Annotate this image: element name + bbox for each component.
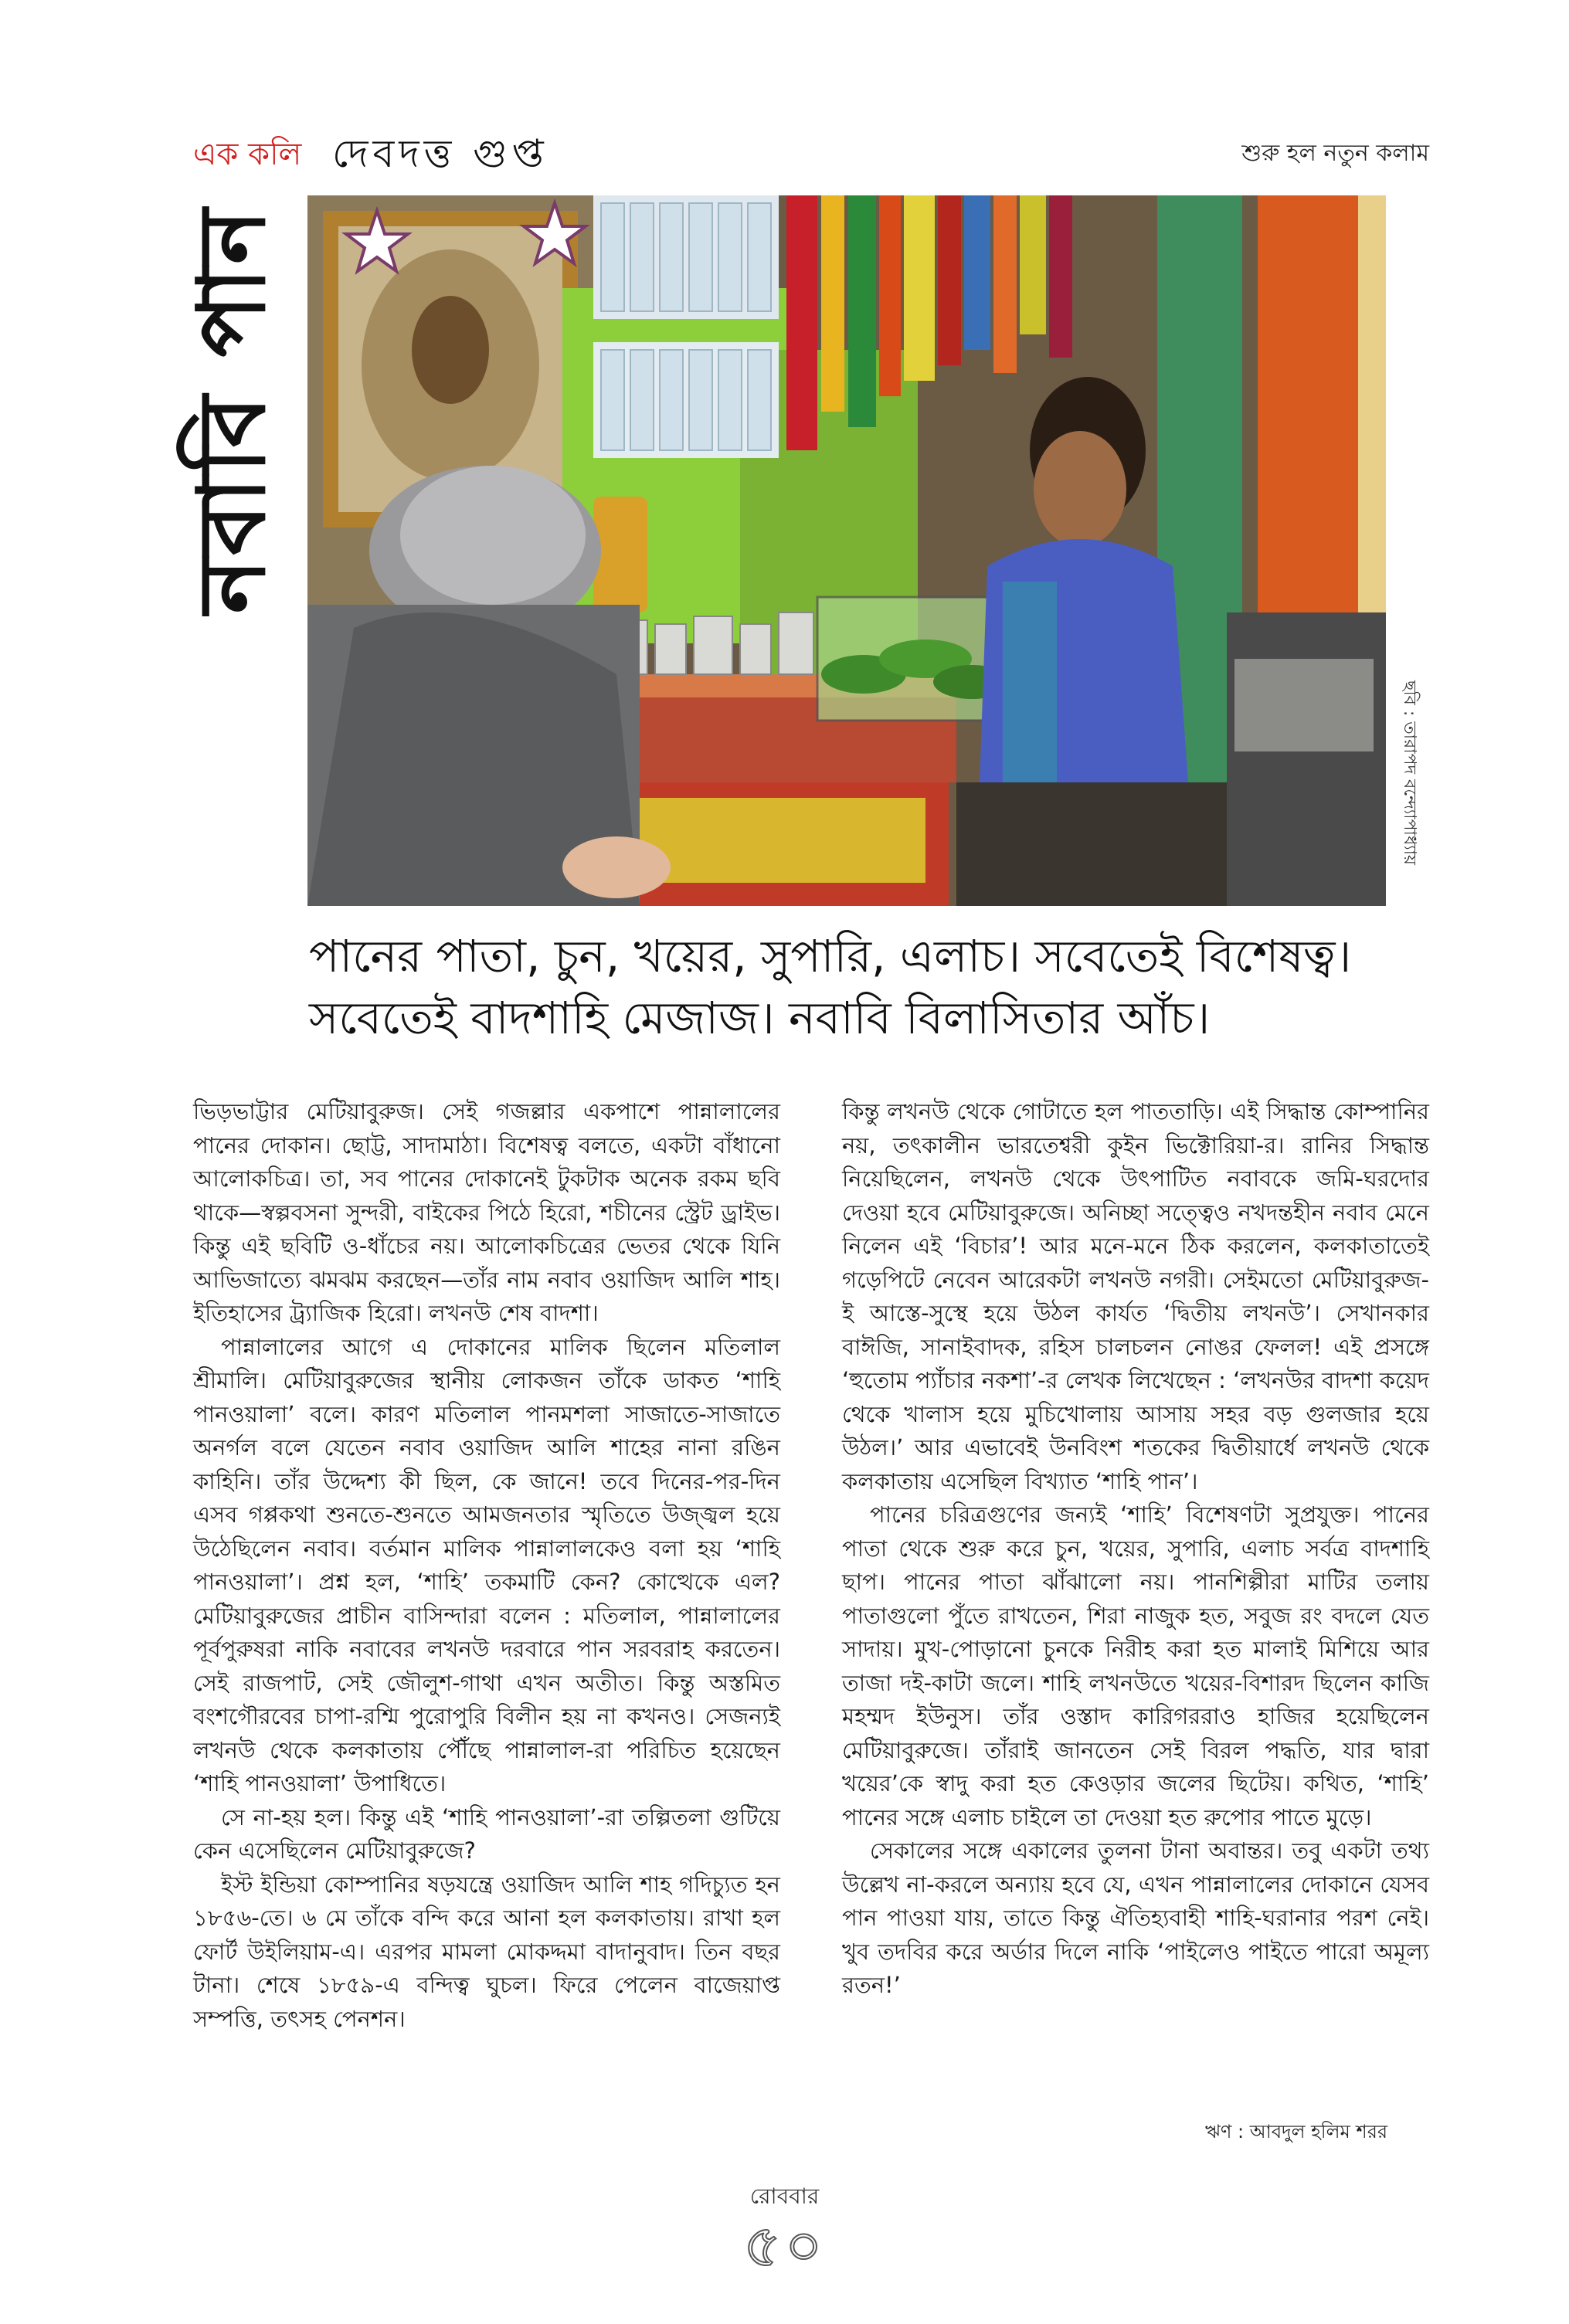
paragraph: কিন্তু লখনউ থেকে গোটাতে হল পাততাড়ি। এই সিদ্ধান্ত কোম্পানির নয়, তৎকালীন ভারতেশ্বরী কুইন ভিক্টোরিয়া-র। রানির সিদ্ধান্ত নিয়েছিলেন, লখনউ থেকে উৎপাটিত নবাবকে জমি-ঘরদোর দেওয়া হবে মেটিয়াবুরুজে। অনিচ্ছা সত্ত্বেও নখদন্তহীন নবাব মেনে নিলেন এই ‘বিচার’! আর মনে-মনে ঠিক করলেন, কলকাতাতেই গড়েপিটে নেবেন আরেকটা লখনউ নগরী। সেইমতো মেটিয়াবুরুজ-ই আস্তে-সুস্থে হয়ে উঠল কার্যত ‘দ্বিতীয় লখনউ’। সেখানকার বাঈজি, সানাইবাদক, রহিস চালচলন নোঙর ফেলল! এই প্রসঙ্গে ‘হুতোম প্যাঁচার নকশা’-র লেখক লিখেছেন : ‘লখনউর বাদশা কয়েদ থেকে খালাস হয়ে মুচিখোলায় আসায় সহর বড় গুলজার হয়ে উঠল।’ আর এভাবেই উনবিংশ শতকের দ্বিতীয়ার্ধে লখনউ থেকে কলকাতায় এসেছিল বিখ্যাত ‘শাহি পান’।: [842, 1098, 1429, 1494]
article-deck: [309, 925, 1406, 1049]
article-column-right: [842, 1095, 1429, 2003]
paragraph: ভিড়ভাট্টার মেটিয়াবুরুজ। সেই গজল্লার একপাশে পান্নালালের পানের দোকান। ছোট্ট, সাদামাঠা। বিশেষত্ব বলতে, একটা বাঁধানো আলোকচিত্র। তা, সব পানের দোকানেই টুকটাক অনেক রকম ছবি থাকে—স্বল্পবসনা সুন্দরী, বাইকের পিঠে হিরো, শচীনের স্ট্রেট ড্রাইভ। কিন্তু এই ছবিটি ও-ধাঁচের নয়। আলোকচিত্রের ভেতর থেকে যিনি আভিজাত্যে ঝমঝম করছেন—তাঁর নাম নবাব ওয়াজিদ আলি শাহ। ইতিহাসের ট্র্যাজিক হিরো। লখনউ শেষ বাদশা।: [193, 1098, 780, 1326]
magazine-name: রোববার: [749, 2183, 820, 2209]
paan-shop-photo: [307, 195, 1386, 906]
paragraph: পানের চরিত্রগুণের জন্যই ‘শাহি’ বিশেষণটা সুপ্রযুক্ত। পানের পাতা থেকে শুরু করে চুন, খয়ের, সুপারি, এলাচ সর্বত্র বাদশাহি ছাপ। পানের পাতা ঝাঁঝালো নয়। পানশিল্পীরা মাটির তলায় পাতাগুলো পুঁতে রাখতেন, শিরা নাজুক হত, সবুজ রং বদলে যেত সাদায়। মুখ-পোড়ানো চুনকে নিরীহ করা হত মালাই মিশিয়ে আর তাজা দই-কাটা জলে। শাহি লখনউতে খয়ের-বিশারদ ছিলেন কাজি মহম্মদ ইউনুস। তাঁর ওস্তাদ কারিগররাও হাজির হয়েছিলেন মেটিয়াবুরুজে। তাঁরাই জানতেন সেই বিরল পদ্ধতি, যার দ্বারা খয়ের’কে স্বাদু করা হত কেওড়ার জলের ছিটেয়। কথিত, ‘শাহি’ পানের সঙ্গে এলাচ চাইলে তা দেওয়া হত রুপোর পাতে মুড়ে।: [842, 1501, 1429, 1830]
page-number: ৫০: [743, 2211, 826, 2280]
paragraph: সে না-হয় হল। কিন্তু এই ‘শাহি পানওয়ালা’-রা তল্পিতলা গুটিয়ে কেন এসেছিলেন মেটিয়াবুরুজে?: [193, 1803, 780, 1864]
column-kicker: শুরু হল নতুন কলাম: [1241, 140, 1429, 167]
photo-credit-block: [1394, 633, 1422, 911]
deck-line-1: পানের পাতা, চুন, খয়ের, সুপারি, এলাচ। সবেতেই বিশেষত্ব।: [309, 930, 1352, 982]
article-column-left: [193, 1095, 780, 2036]
source-credit: ঋণ : আবদুল হলিম শরর: [1205, 2121, 1388, 2142]
column-series-label: এক কলি: [193, 137, 302, 172]
deck-line-2: সবেতেই বাদশাহি মেজাজ। নবাবি বিলাসিতার আঁচ।: [309, 992, 1211, 1044]
paragraph: সেকালের সঙ্গে একালের তুলনা টানা অবান্তর। তবু একটা তথ্য উল্লেখ না-করলে অন্যায় হবে যে, এখন পান্নালালের দোকানে যেসব পান পাওয়া যায়, তাতে কিন্তু ঐতিহ্যবাহী শাহি-ঘরানার পরশ নেই। খুব তদবির করে অর্ডার দিলে নাকি ‘পাইলেও পাইতে পারো অমূল্য রতন!’: [842, 1837, 1429, 1998]
article-title-block: [178, 205, 292, 613]
paragraph: ইস্ট ইন্ডিয়া কোম্পানির ষড়যন্ত্রে ওয়াজিদ আলি শাহ গদিচ্যুত হন ১৮৫৬-তে। ৬ মে তাঁকে বন্দি করে আনা হল কলকাতায়। রাখা হল ফোর্ট উইলিয়াম-এ। এরপর মামলা মোকদ্দমা বাদানুবাদ। তিন বছর টানা। শেষে ১৮৫৯-এ বন্দিত্ব ঘুচল। ফিরে পেলেন বাজেয়াপ্ত সম্পত্তি, তৎসহ পেনশন।: [193, 1871, 780, 2032]
article-photo: [307, 195, 1386, 906]
article-title: নবাবি পান: [178, 205, 287, 613]
paragraph: পান্নালালের আগে এ দোকানের মালিক ছিলেন মতিলাল শ্রীমালি। মেটিয়াবুরুজের স্থানীয় লোকজন তাঁকে ডাকত ‘শাহি পানওয়ালা’ বলে। কারণ মতিলাল পানমশলা সাজাতে-সাজাতে অনর্গল বলে যেতেন নবাব ওয়াজিদ আলি শাহের নানা রঙিন কাহিনি। তাঁর উদ্দেশ্য কী ছিল, কে জানে! তবে দিনের-পর-দিন এসব গপ্পকথা শুনতে-শুনতে আমজনতার স্মৃতিতে উজ্জ্বল হয়ে উঠেছিলেন নবাব। বর্তমান মালিক পান্নালালকেও বলা হয় ‘শাহি পানওয়ালা’। প্রশ্ন হল, ‘শাহি’ তকমাটি কেন? কোত্থেকে এল? মেটিয়াবুরুজের প্রাচীন বাসিন্দারা বলেন : মতিলাল, পান্নালালের পূর্বপুরুষরা নাকি নবাবের লখনউ দরবারে পান সরবরাহ করতেন। সেই রাজপাট, সেই জৌলুশ-গাথা এখন অতীত। কিন্তু অস্তমিত বংশগৌরবের চাপা-রশ্মি পুরোপুরি বিলীন হয় না কখনও। সেজন্যই লখনউ থেকে কলকাতায় পৌঁছে পান্নালাল-রা পরিচিত হয়েছেন ‘শাহি পানওয়ালা’ উপাধিতে।: [193, 1333, 780, 1796]
author-name: দেবদত্ত গুপ্ত: [332, 131, 548, 176]
photo-credit: ছবি : তারাপদ বন্দ্যোপাধ্যায়: [1399, 680, 1419, 865]
column-header: [193, 130, 1429, 176]
